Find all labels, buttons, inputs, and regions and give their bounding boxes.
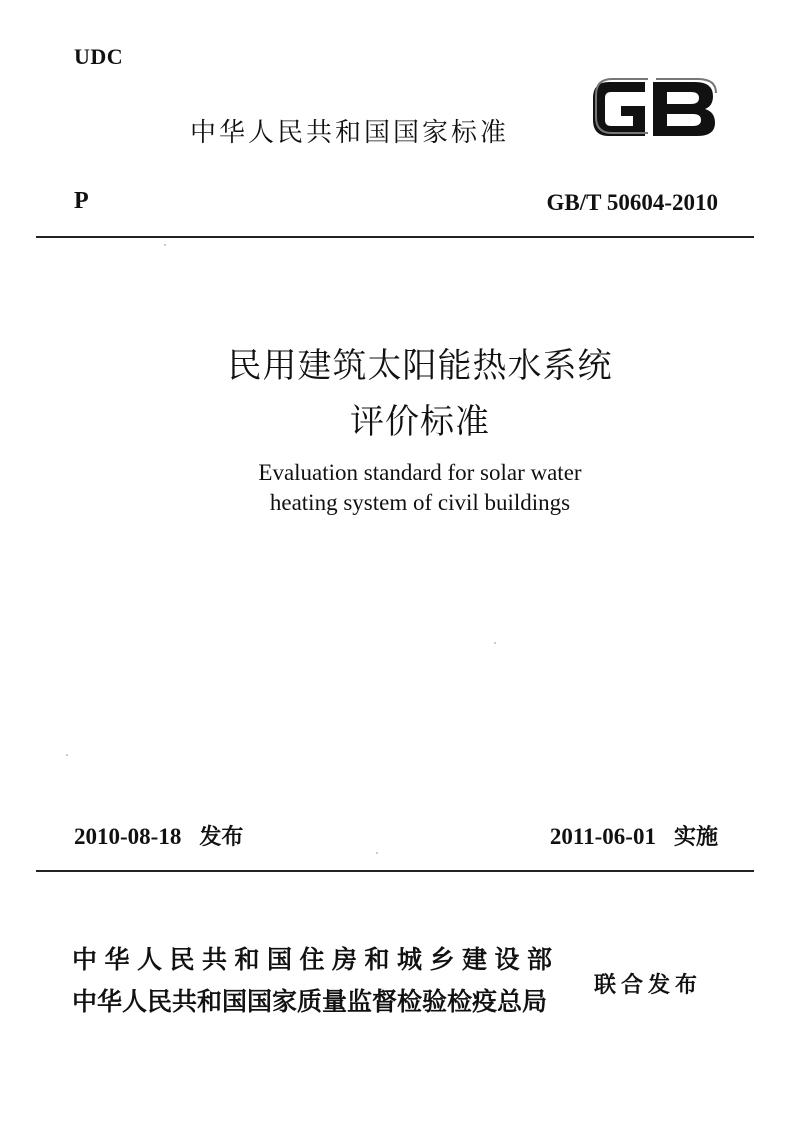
title-chinese-line1: 民用建筑太阳能热水系统 [227,346,613,386]
standard-code: GB/T 50604-2010 [546,190,718,215]
scan-speck [66,754,68,756]
national-standard-title: 中华人民共和国国家标准 [190,118,510,148]
publisher-line2: 中华人民共和国国家质量监督检验检疫总局 [72,987,548,1016]
scan-speck [494,642,496,644]
joint-publish-label: 联合发布 [594,973,703,998]
category-code: P [74,188,89,214]
implement-date: 2011-06-01 [549,824,656,849]
scan-speck [376,852,378,854]
implement-date-block [550,820,718,851]
title-chinese-line2: 评价标准 [350,402,490,442]
title-english-line2: heating system of civil buildings [269,490,571,515]
udc-label: UDC [74,44,124,69]
bottom-divider [36,870,754,872]
issue-label: 发布 [199,825,244,850]
top-divider [36,236,754,238]
gb-logo-icon [587,76,719,142]
title-english-line1: Evaluation standard for solar water [258,460,582,485]
implement-label: 实施 [673,825,718,850]
issue-date-block [74,820,243,851]
scan-speck [164,244,166,246]
publisher-line1: 中华人民共和国住房和城乡建设部 [72,945,560,974]
issue-date: 2010-08-18 [74,824,182,849]
